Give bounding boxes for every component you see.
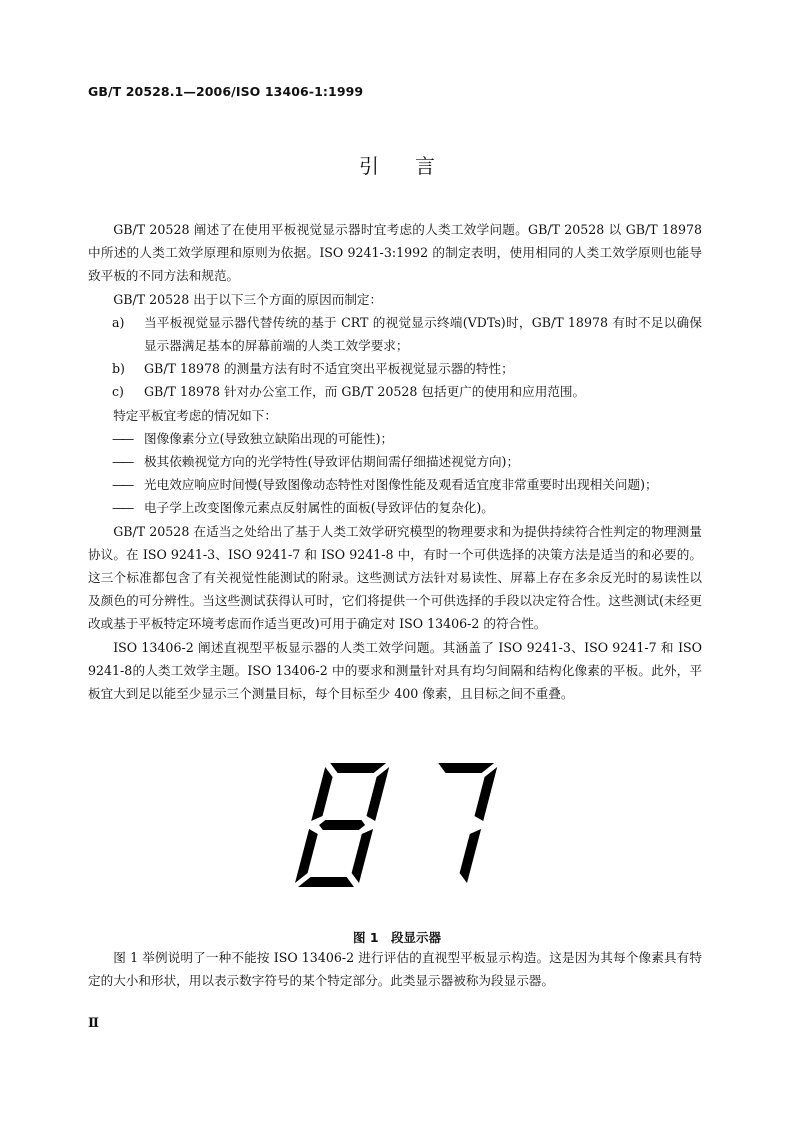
list-text: 极其依赖视觉方向的光学特性(导致评估期间需仔细描述视觉方向)； xyxy=(144,454,520,470)
paragraph-1: GB/T 20528 阐述了在使用平板视觉显示器时宜考虑的人类工效学问题。GB/T 20528 以 GB/T 18978中所述的人类工效学原理和原则为依据。ISO 9241-3:1992 的制定表明，使用相同的人类工效学原则也能导致平板的不同方法和规范。 xyxy=(88,222,702,284)
list-text: GB/T 18978 的测量方法有时不适宜突出平板视觉显示器的特性； xyxy=(144,361,514,377)
list-item xyxy=(88,427,702,450)
list-text: 电子学上改变图像元素点反射属性的面板(导致评估的复杂化)。 xyxy=(144,500,494,516)
list-text: GB/T 18978 针对办公室工作，而 GB/T 20528 包括更广的使用和应用范围。 xyxy=(144,384,586,400)
paragraph-6: 图 1 举例说明了一种不能按 ISO 13406-2 进行评估的直视型平板显示构造。这是因为其每个像素具有特定的大小和形状，用以表示数字符号的某个特定部分。此类显示器被称为段显示器。 xyxy=(88,950,702,989)
display-segment xyxy=(298,877,354,887)
dash-marker: —— xyxy=(112,477,132,493)
list-item xyxy=(88,450,702,473)
list-item xyxy=(88,496,702,519)
list-marker: a) xyxy=(112,314,125,330)
dash-marker: —— xyxy=(112,430,132,446)
intro-body xyxy=(88,218,702,705)
list-item xyxy=(88,380,702,403)
segment-display-figure xyxy=(290,755,510,895)
list-text: 图像像素分立(导致独立缺陷出现的可能性)； xyxy=(144,430,394,446)
dash-marker: —— xyxy=(112,454,132,470)
list-marker: b) xyxy=(112,361,125,377)
list-text: 光电效应响应时间慢(导致图像动态特性对图像性能及观看适宜度非常重要时出现相关问题)； xyxy=(144,477,658,493)
paragraph-3: 特定平板宜考虑的情况如下： xyxy=(113,407,277,423)
display-segment xyxy=(460,829,482,883)
display-segment xyxy=(295,829,318,883)
standard-header: GB/T 20528.1—2006/ISO 13406-1:1999 xyxy=(88,84,364,99)
page-number: Ⅱ xyxy=(88,1016,99,1031)
display-segment xyxy=(311,767,332,821)
list-item xyxy=(88,311,702,357)
display-segment xyxy=(367,767,390,821)
paragraph-4: GB/T 20528 在适当之处给出了基于人类工效学研究模型的物理要求和为提供持续符合性判定的物理测量协议。在 ISO 9241-3、ISO 9241-7 和 ISO 9241-8 中，有时一个可供选择的决策方法是适当的和必要的。这三个标准都包含了有关视觉性能测试的附录。这些测试方法针对易读性、屏幕上存在多余反光时的易读性以及颜色的可分辨性。当这些测试获得认可时，它们将提供一个可供选择的手段以决定符合性。这些测试(未经更改或基于平板特定环境考虑而作适当更改)可用于确定对 ISO 13406-2 的符合性。 xyxy=(88,523,702,632)
list-item xyxy=(88,357,702,380)
after-figure-text xyxy=(88,946,702,992)
list-text: 当平板视觉显示器代替传统的基于 CRT 的视觉显示终端(VDTs)时，GB/T 18978 有时不足以确保显示器满足基本的屏幕前端的人类工效学要求； xyxy=(144,314,702,354)
paragraph-5: ISO 13406-2 阐述直视型平板显示器的人类工效学问题。其涵盖了 ISO 9241-3、ISO 9241-7 和 ISO 9241-8的人类工效学主题。ISO 13406-2 中的要求和测量针对具有均匀间隔和结构化像素的平板。此外，平板宜大到足以能至少显示三个测量目标，每个目标至少 400 像素，且目标之间不重叠。 xyxy=(88,639,702,702)
display-segment xyxy=(438,763,494,773)
dash-marker: —— xyxy=(112,500,132,516)
list-item xyxy=(88,473,702,496)
display-segment xyxy=(475,767,498,821)
page-title: 引言 xyxy=(359,154,471,178)
list-marker: c) xyxy=(112,384,124,400)
paragraph-2: GB/T 20528 出于以下三个方面的原因而制定： xyxy=(113,291,383,307)
display-segment xyxy=(319,820,365,830)
segment-digits xyxy=(295,763,497,887)
segment-display-graphic xyxy=(290,755,510,895)
figure-caption: 图 1 段显示器 xyxy=(352,930,442,945)
display-segment xyxy=(330,763,386,773)
display-segment xyxy=(352,829,374,883)
